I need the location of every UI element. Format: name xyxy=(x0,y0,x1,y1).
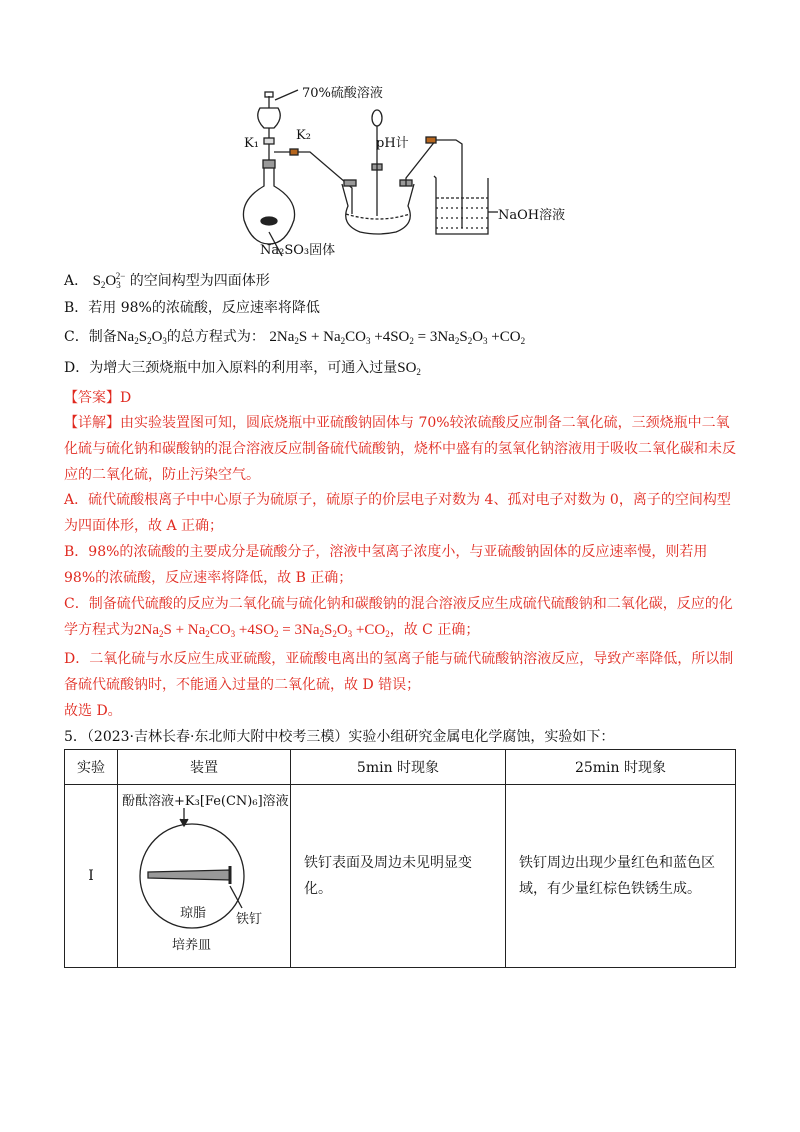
explanation-intro: 【详解】由实验装置图可知，圆底烧瓶中亚硫酸钠固体与 70%较浓硫酸反应制备二氧化硫，三颈烧瓶中二氧化硫与硫化钠和碳酸钠的混合溶液反应制备硫代硫酸钠，烧杯中盛有的氢氧化钠溶液用于吸收二氧化碳和未反应的二氧化硫，防止污染空气。 xyxy=(64,415,736,483)
label-k1: K₁ xyxy=(244,136,259,151)
device-reagent-label: 酚酞溶液+K₃[Fe(CN)₆]溶液 xyxy=(122,794,289,809)
option-a-prefix: A． xyxy=(64,273,89,289)
explanation-d: D．二氧化硫与水反应生成亚硫酸，亚硫酸电离出的氢离子能与硫代硫酸钠溶液反应，导致产率降低，所以制备硫代硫酸钠时，不能通入过量的二氧化硫，故 D 错误； xyxy=(64,651,734,693)
question5-stem: 5．（2023·吉林长春·东北师大附中校考三模）实验小组研究金属电化学腐蚀，实验如下： xyxy=(64,729,615,745)
label-k2: K₂ xyxy=(296,128,311,143)
header-25min: 25min 时现象 xyxy=(506,750,736,785)
explanation-c xyxy=(64,591,736,647)
device-agar-label: 琼脂 xyxy=(180,906,207,921)
label-h2so4: 70%硫酸溶液 xyxy=(302,86,383,101)
equation-explanation-c: $2Na_2S + Na_2CO_3 +4SO_2 = 3Na_2S_2O_3 +CO_2$ xyxy=(134,622,390,639)
three-neck-flask xyxy=(342,184,414,234)
experiment-table xyxy=(64,749,736,968)
explanation-a: A．硫代硫酸根离子中中心原子为硫原子，硫原子的价层电子对数为 4、孤对电子对数为 0，离子的空间构型为四面体形，故 A 正确； xyxy=(64,492,731,534)
experiment-id: I xyxy=(65,785,118,968)
equation-option-c: $2Na_2S + Na_2CO_3 +4SO_2 = 3Na_2S_2O_3 +CO_2$ xyxy=(269,329,526,346)
explanation-conclusion: 故选 D。 xyxy=(64,703,122,719)
option-d-text: D．为增大三颈烧瓶中加入原料的利用率，可通入过量 xyxy=(64,360,398,376)
apparatus-figure xyxy=(230,86,620,258)
table-row xyxy=(65,785,736,968)
iron-nail xyxy=(148,870,230,880)
device-cell xyxy=(118,785,291,968)
apparatus-drawing xyxy=(230,86,620,258)
option-c-text: 的总方程式为： xyxy=(166,329,265,345)
explanation-c-pre: C．制备硫代硫酸的反应为二氧化硫与硫化钠和碳酸钠的混合溶液反应生成硫代硫酸钠和二氧化碳，反应的化学方程式为 xyxy=(64,596,733,638)
option-c-prefix: C．制备 xyxy=(64,329,117,345)
option-b: B．若用 98%的浓硫酸，反应速率将降低 xyxy=(64,300,320,316)
explanation-c-post: ，故 C 正确； xyxy=(389,622,480,638)
label-naoh: NaOH溶液 xyxy=(498,208,566,223)
thiosulfate-ion: $S_2O_3^{2-}$ xyxy=(92,271,126,290)
observation-25min: 铁钉周边出现少量红色和蓝色区域，有少量红棕色铁锈生成。 xyxy=(506,785,736,968)
option-a-text: 的空间构型为四面体形 xyxy=(129,273,270,289)
answer-label: 【答案】D xyxy=(64,390,132,406)
header-device: 装置 xyxy=(118,750,291,785)
option-d: D．为增大三颈烧瓶中加入原料的利用率，可通入过量$SO_2$ xyxy=(64,360,421,377)
separatory-funnel xyxy=(258,108,281,128)
header-5min: 5min 时现象 xyxy=(291,750,506,785)
option-a xyxy=(64,266,270,295)
device-nail-label: 铁钉 xyxy=(236,912,263,927)
observation-5min: 铁钉表面及周边未见明显变化。 xyxy=(291,785,506,968)
solid-sample xyxy=(261,217,277,225)
device-dish-label: 培养皿 xyxy=(172,938,212,953)
label-ph-meter: pH计 xyxy=(376,136,409,151)
beaker xyxy=(434,176,488,234)
explanation-b: B．98%的浓硫酸的主要成分是硫酸分子，溶液中氢离子浓度小，与亚硫酸钠固体的反应速率慢，则若用98%的浓硫酸，反应速率将降低，故 B 正确； xyxy=(64,544,708,586)
header-experiment: 实验 xyxy=(65,750,118,785)
table-header-row xyxy=(65,750,736,785)
label-na2so3: Na₂SO₃固体 xyxy=(260,243,336,258)
option-c: C．制备$Na_2S_2O_3$的总方程式为： $2Na_2S + Na_2CO_3 +4SO_2 = 3Na_2S_2O_3 +CO_2$ xyxy=(64,329,526,346)
